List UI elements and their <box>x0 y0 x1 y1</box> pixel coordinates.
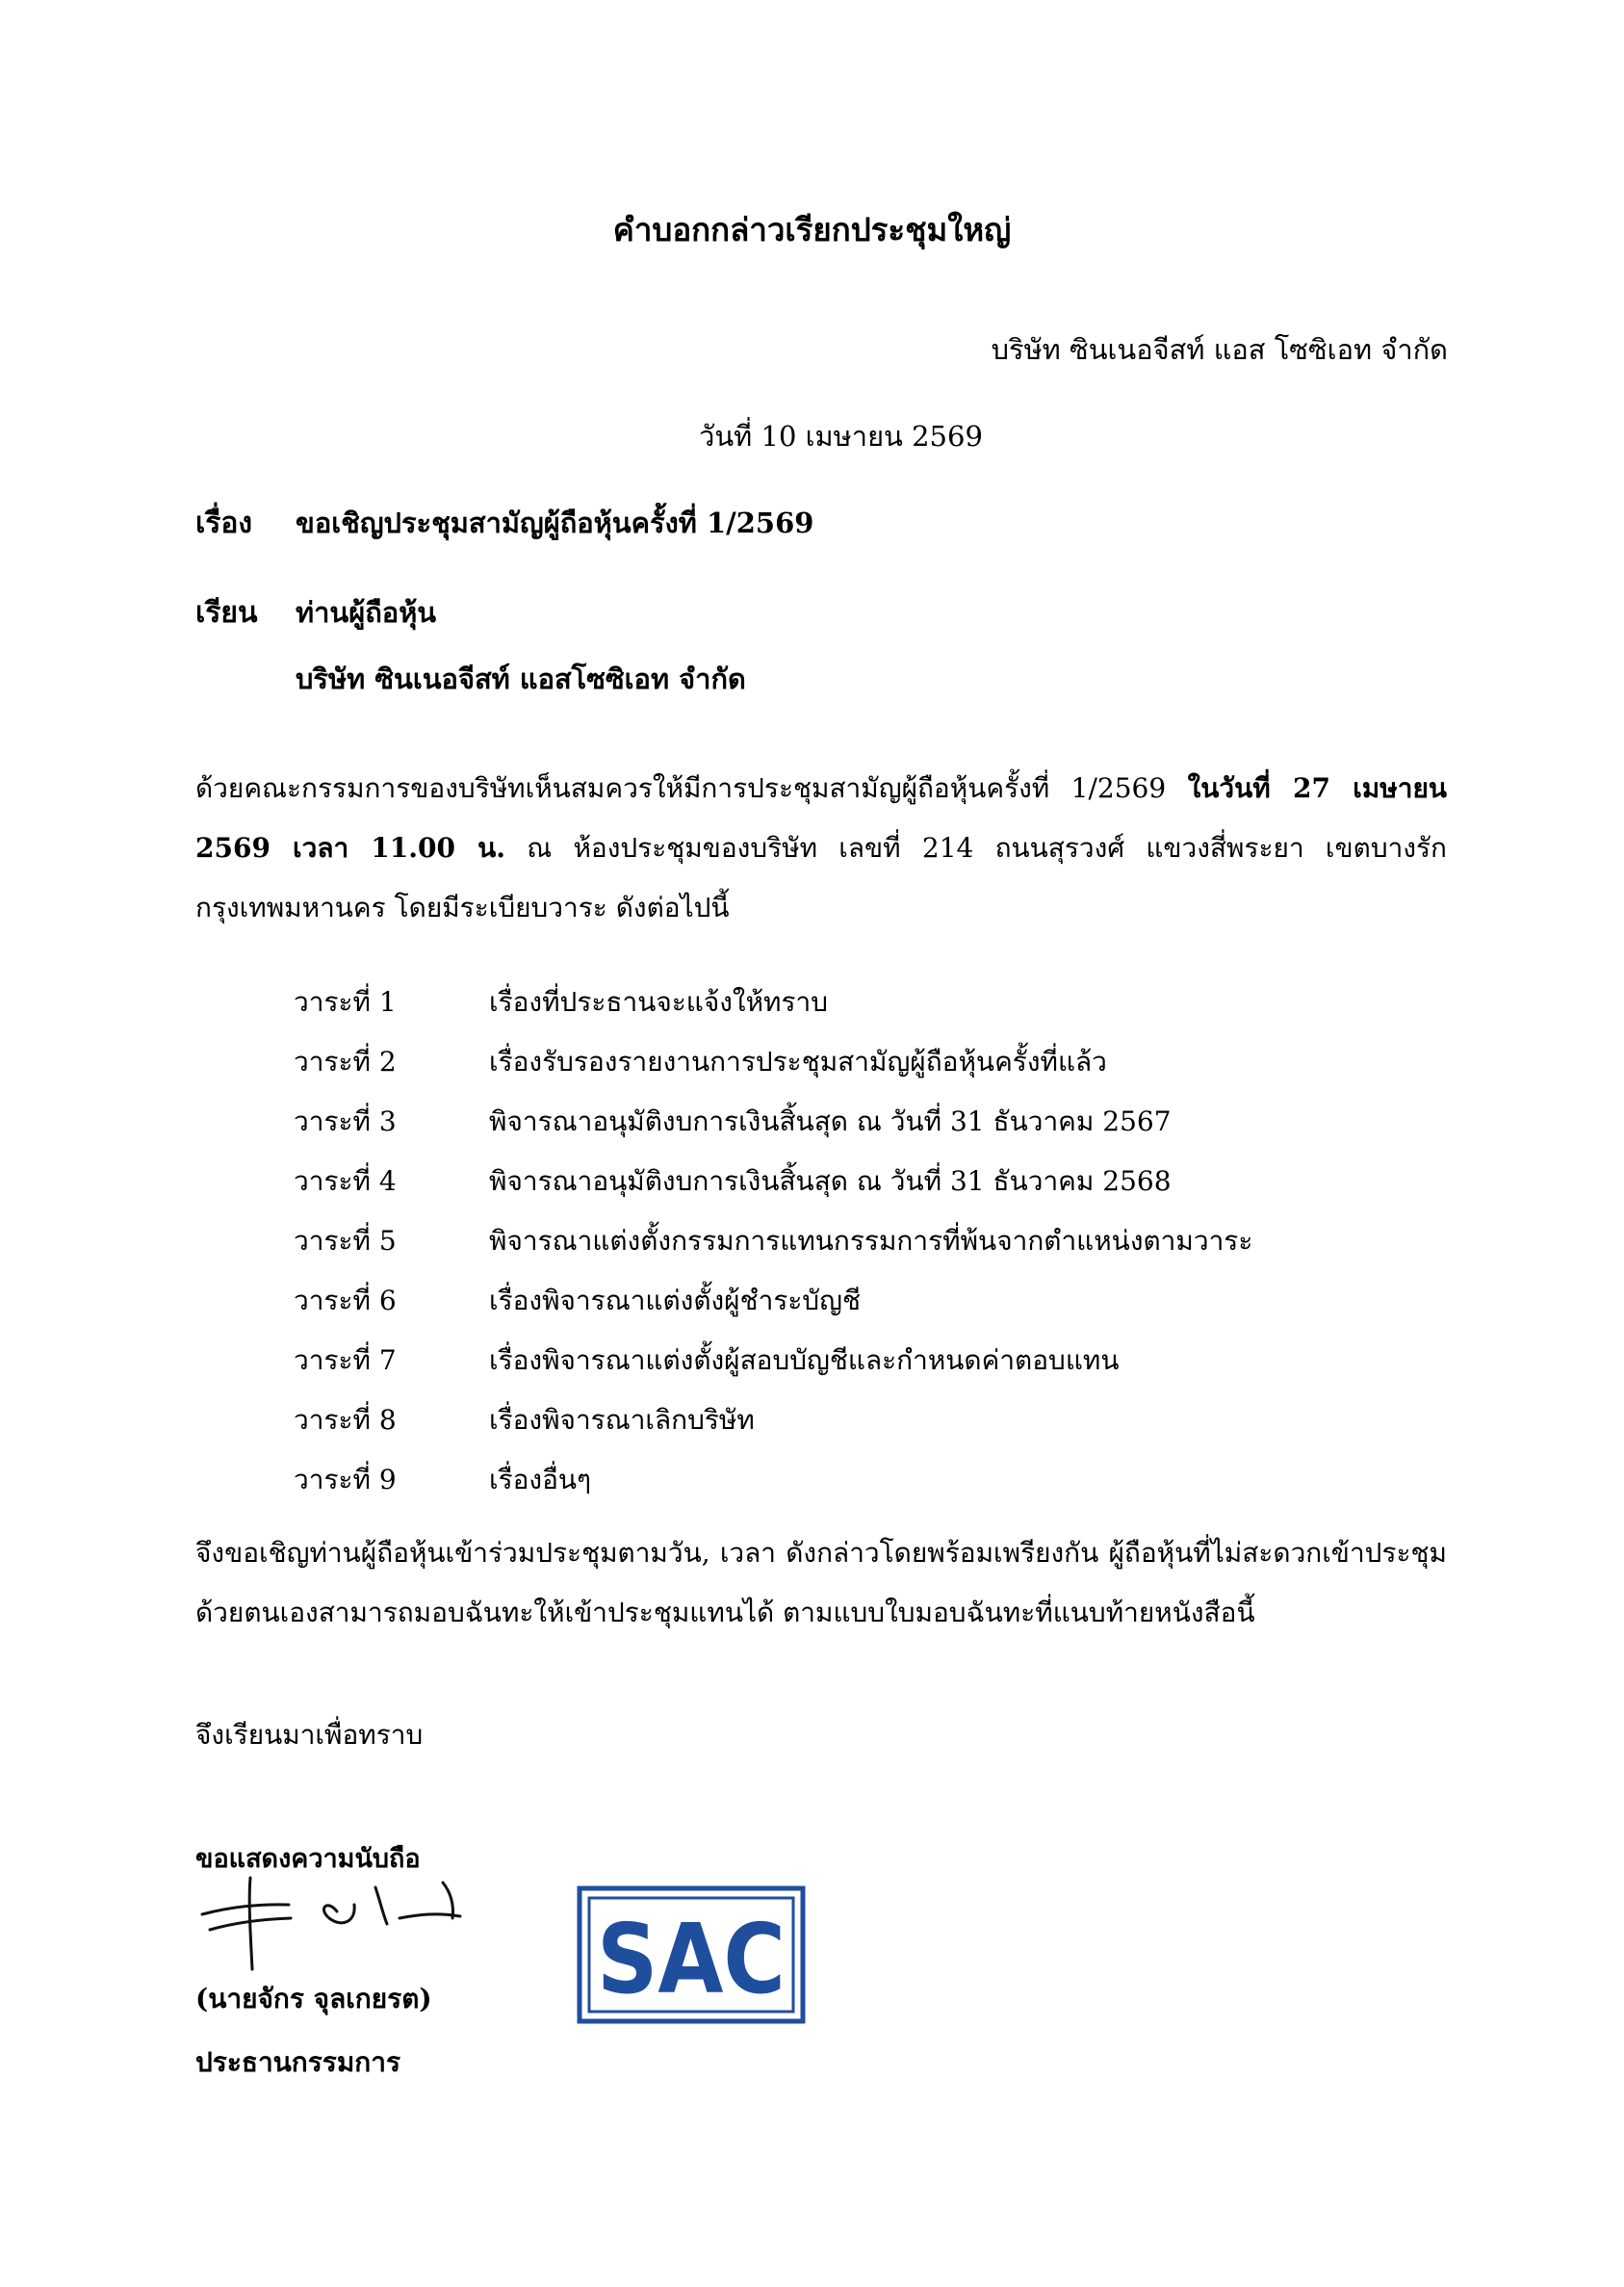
agenda-item <box>294 1450 1353 1510</box>
body-1-location: ณ ห้องประชุมของบริษัท เลขที่ 214 ถนนสุรวงศ์ แขวงสี่พระยา เขตบางรัก กรุงเทพมหานคร โดยมีระเบียบวาระ ดังต่อไปนี้ <box>195 832 1447 923</box>
agenda-number: วาระที่ 3 <box>294 1105 397 1137</box>
agenda-item <box>294 1032 1353 1092</box>
agenda-text: เรื่องพิจารณาแต่งตั้งผู้ชำระบัญชี <box>489 1285 862 1316</box>
agenda-item <box>294 1092 1353 1152</box>
agenda-number: วาระที่ 8 <box>294 1404 397 1436</box>
agenda-number: วาระที่ 5 <box>294 1225 397 1257</box>
body-paragraph-1 <box>195 759 1447 938</box>
agenda-number: วาระที่ 1 <box>294 986 397 1018</box>
document-title: คำบอกกล่าวเรียกประชุมใหญ่ <box>612 211 1012 248</box>
body-1-datetime: ในวันที่ 27 เมษายน 2569 เวลา 11.00 น. <box>195 772 1447 864</box>
agenda-text: พิจารณาแต่งตั้งกรรมการแทนกรรมการที่พ้นจากตำแหน่งตามวาระ <box>489 1225 1253 1257</box>
agenda-number: วาระที่ 7 <box>294 1344 397 1376</box>
agenda-text: เรื่องรับรองรายงานการประชุมสามัญผู้ถือหุ้นครั้งที่แล้ว <box>489 1046 1107 1078</box>
agenda-number: วาระที่ 6 <box>294 1285 397 1316</box>
agenda-item <box>294 1331 1353 1390</box>
logo-text: SAC <box>597 1903 786 2015</box>
agenda-list <box>294 973 1353 1510</box>
agenda-text: เรื่องที่ประธานจะแจ้งให้ทราบ <box>489 986 829 1018</box>
agenda-text: เรื่องอื่นๆ <box>489 1464 592 1495</box>
agenda-item <box>294 1390 1353 1450</box>
body-paragraph-2: จึงขอเชิญท่านผู้ถือหุ้นเข้าร่วมประชุมตามวัน, เวลา ดังกล่าวโดยพร้อมเพรียงกัน ผู้ถือหุ้นที่ไม่สะดวกเข้าประชุมด้วยตนเองสามารถมอบฉันทะให้เข้าประชุมแทนได้ ตามแบบใบมอบฉันทะที่แนบท้ายหนังสือนี้ <box>195 1537 1447 1628</box>
subject-label: เรื่อง <box>195 507 253 540</box>
agenda-number: วาระที่ 2 <box>294 1046 397 1078</box>
recipient-label: เรียน <box>195 596 258 630</box>
agenda-number: วาระที่ 9 <box>294 1464 397 1495</box>
subject-text: ขอเชิญประชุมสามัญผู้ถือหุ้นครั้งที่ 1/2569 <box>296 507 814 539</box>
handwritten-signature <box>183 1858 491 1974</box>
agenda-item <box>294 973 1353 1032</box>
recipient-line-2: บริษัท ซินเนอจีสท์ แอสโซซิเอท จำกัด <box>296 663 746 695</box>
closing-line: จึงเรียนมาเพื่อทราบ <box>195 1719 424 1751</box>
agenda-text: เรื่องพิจารณาเลิกบริษัท <box>489 1404 755 1436</box>
recipient-line-1: ท่านผู้ถือหุ้น <box>296 596 437 629</box>
company-logo <box>574 1883 809 2027</box>
letter-date: วันที่ 10 เมษายน 2569 <box>699 420 983 453</box>
agenda-number: วาระที่ 4 <box>294 1165 397 1197</box>
regards-line: ขอแสดงความนับถือ <box>195 1844 421 1874</box>
agenda-text: พิจารณาอนุมัติงบการเงินสิ้นสุด ณ วันที่ 31 ธันวาคม 2568 <box>489 1165 1172 1197</box>
agenda-text: เรื่องพิจารณาแต่งตั้งผู้สอบบัญชีและกำหนดค่าตอบแทน <box>489 1344 1120 1376</box>
body-1-intro: ด้วยคณะกรรมการของบริษัทเห็นสมควรให้มีการประชุมสามัญผู้ถือหุ้นครั้งที่ 1/2569 <box>195 772 1188 804</box>
agenda-item <box>294 1152 1353 1211</box>
agenda-text: พิจารณาอนุมัติงบการเงินสิ้นสุด ณ วันที่ 31 ธันวาคม 2567 <box>489 1105 1172 1137</box>
agenda-item <box>294 1211 1353 1271</box>
signer-name: (นายจักร จุลเกยรต) <box>195 1983 432 2014</box>
signer-position: ประธานกรรมการ <box>195 2046 401 2078</box>
agenda-item <box>294 1271 1353 1331</box>
company-header: บริษัท ซินเนอจีสท์ แอส โซซิเอท จำกัด <box>991 333 1448 366</box>
